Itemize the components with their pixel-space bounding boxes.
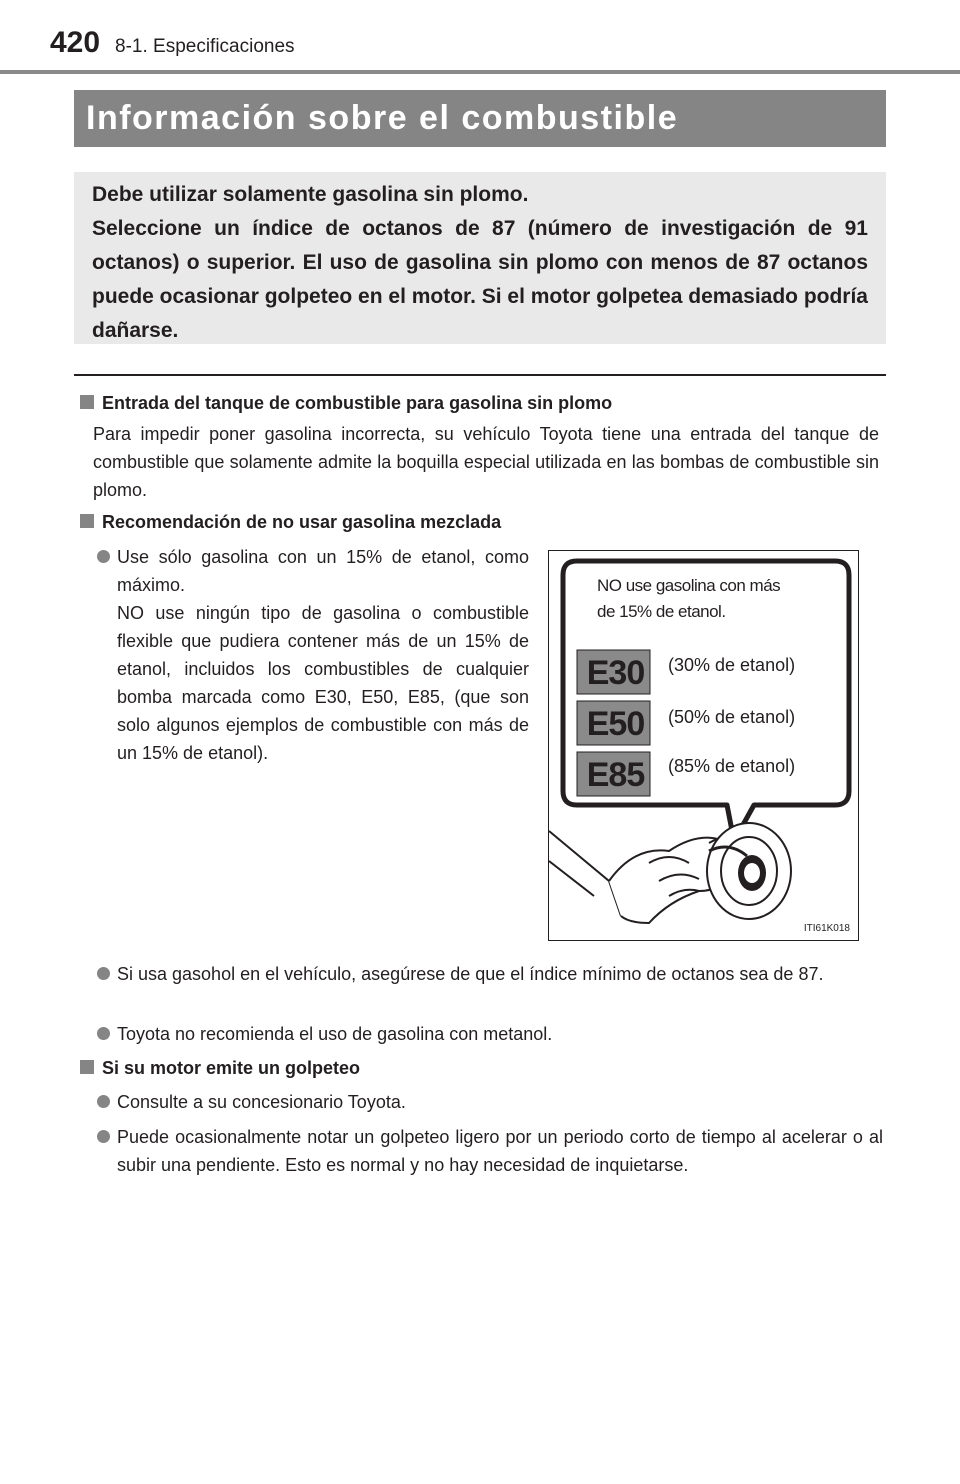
round-bullet-icon — [97, 1130, 110, 1143]
bullet-dealer — [97, 1088, 883, 1116]
round-bullet-icon — [97, 1095, 110, 1108]
section-label: 8-1. Especificaciones — [115, 36, 295, 57]
bubble-line-1: NO use gasolina con más — [597, 576, 781, 595]
bullet-dealer-text: Consulte a su concesionario Toyota. — [117, 1092, 406, 1112]
intro-paragraph: Seleccione un índice de octanos de 87 (número de investigación de 91 octanos) o superior. El uso de gasolina sin plomo con menos de 87 octanos puede ocasionar golpeteo en el motor. Si el motor golpetea demasiado podría dañarse. — [92, 217, 868, 342]
badge-e85-text: E85 — [586, 756, 645, 794]
badge-e30-text: E30 — [586, 654, 645, 692]
heading-knock — [80, 1058, 360, 1079]
bullet-normal-knock-text: Puede ocasionalmente notar un golpeteo ligero por un periodo corto de tiempo al acelerar o al subir una pendiente. Esto es normal y no hay necesidad de inquietarse. — [117, 1127, 883, 1175]
bullet-ethanol — [97, 543, 529, 767]
page-title: Información sobre el combustible — [74, 90, 886, 147]
label-e50: (50% de etanol) — [668, 707, 796, 727]
header-rule — [0, 70, 960, 74]
page-number: 420 — [50, 26, 101, 59]
bullet-ethanol-line2: NO use ningún tipo de gasolina o combustible flexible que pudiera contener más de un 15% de etanol, incluidos los combustibles de cualquier bomba marcada como E30, E50, E85, (que son solo algunos ejemplos de combustible con más de un 15% de etanol). — [117, 603, 529, 763]
round-bullet-icon — [97, 1027, 110, 1040]
intro-box — [74, 172, 886, 344]
bullet-methanol-text: Toyota no recomienda el uso de gasolina con metanol. — [117, 1024, 553, 1044]
section-rule — [74, 374, 886, 376]
heading-inlet — [80, 393, 612, 414]
inlet-paragraph: Para impedir poner gasolina incorrecta, su vehículo Toyota tiene una entrada del tanque de combustible que solamente admite la boquilla especial utilizada en las bombas de combustible sin plomo. — [93, 424, 879, 500]
bullet-gasohol-text: Si usa gasohol en el vehículo, asegúrese de que el índice mínimo de octanos sea de 87. — [117, 964, 824, 984]
heading-knock-text: Si su motor emite un golpeteo — [102, 1058, 361, 1078]
bullet-normal-knock — [97, 1123, 883, 1179]
heading-inlet-text: Entrada del tanque de combustible para gasolina sin plomo — [102, 393, 613, 413]
bullet-methanol — [97, 1020, 883, 1048]
label-e30: (30% de etanol) — [668, 655, 796, 675]
round-bullet-icon — [97, 550, 110, 563]
bullet-ethanol-line1: Use sólo gasolina con un 15% de etanol, como máximo. — [117, 547, 529, 595]
badge-e50-text: E50 — [586, 705, 645, 743]
square-bullet-icon — [80, 514, 94, 528]
round-bullet-icon — [97, 967, 110, 980]
square-bullet-icon — [80, 1060, 94, 1074]
square-bullet-icon — [80, 395, 94, 409]
bubble-text — [597, 573, 780, 625]
bullet-gasohol — [97, 960, 883, 988]
intro-line-1: Debe utilizar solamente gasolina sin plomo. — [92, 183, 529, 206]
heading-mixed — [80, 512, 501, 533]
figure-code: ITI61K018 — [803, 923, 850, 934]
bubble-line-2: de 15% de etanol. — [597, 602, 726, 621]
label-e85: (85% de etanol) — [668, 756, 796, 776]
heading-mixed-text: Recomendación de no usar gasolina mezclada — [102, 512, 502, 532]
fuel-warning-figure — [548, 550, 859, 941]
